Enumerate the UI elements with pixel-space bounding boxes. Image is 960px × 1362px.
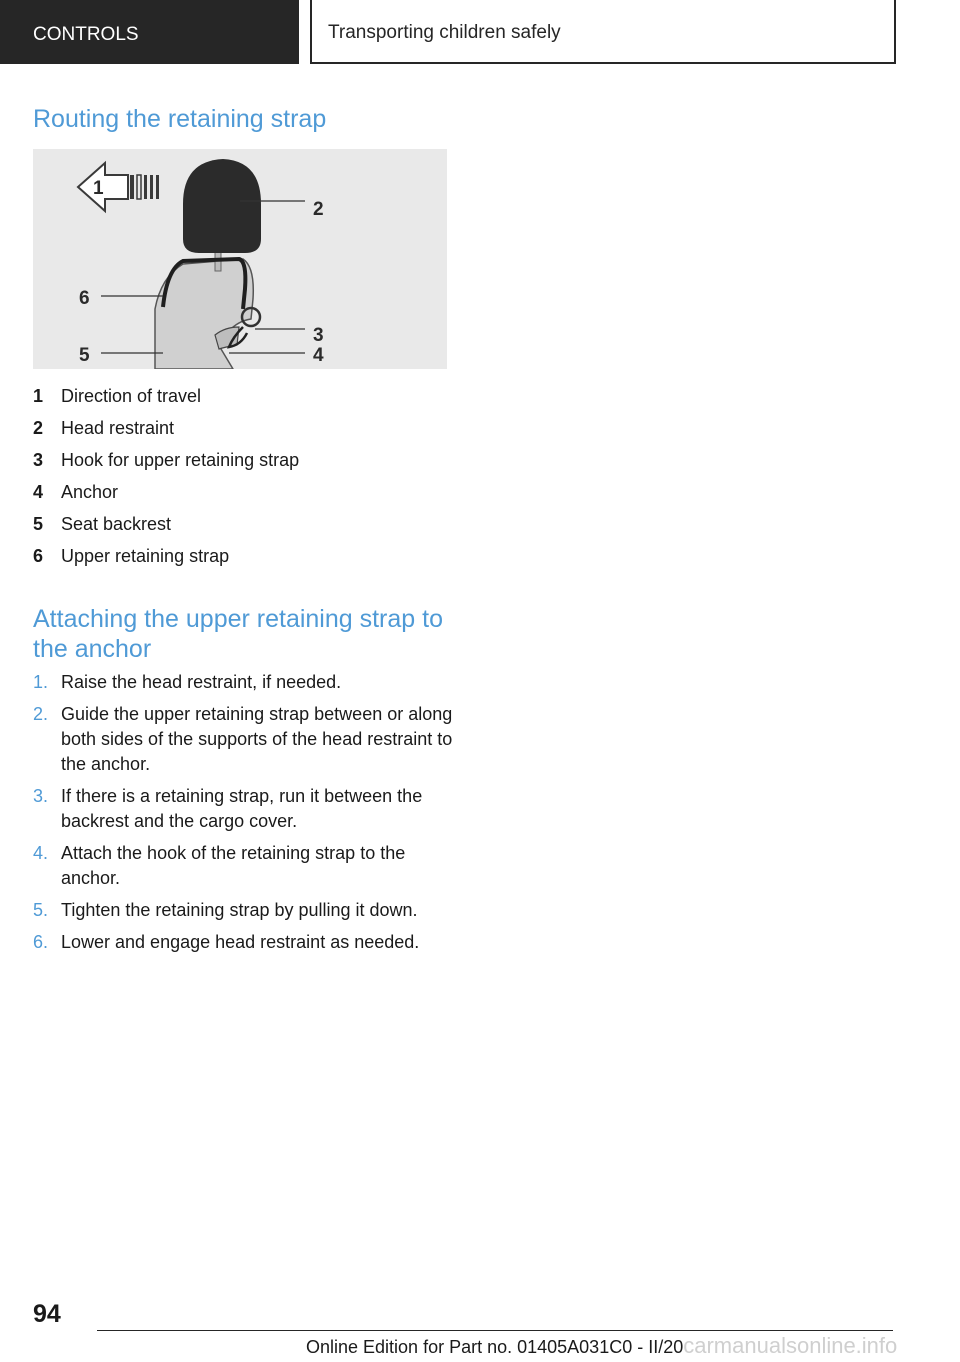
legend-item: [33, 508, 453, 540]
direction-arrow-icon: [78, 163, 159, 211]
step-number: 6.: [33, 932, 49, 952]
header-section-label: CONTROLS: [0, 0, 299, 64]
step-item: [33, 930, 453, 955]
legend-item: [33, 412, 453, 444]
legend-item: [33, 380, 453, 412]
step-text: Lower and engage head restraint as needed.: [61, 932, 420, 952]
figure-legend: [33, 380, 453, 572]
footer-edition: [306, 1333, 897, 1359]
callout-5: 5: [79, 345, 90, 366]
step-item: [33, 670, 453, 695]
legend-number: 6: [33, 545, 44, 566]
callout-1: 1: [93, 178, 104, 199]
legend-text: Direction of travel: [61, 385, 202, 406]
retaining-strap-illustration: [33, 149, 447, 369]
callout-4: 4: [313, 345, 324, 366]
header-chapter-title: Transporting children safely: [310, 0, 896, 64]
step-text: Raise the head restraint, if needed.: [61, 672, 342, 692]
step-item: [33, 702, 453, 777]
step-item: [33, 784, 453, 834]
head-restraint-shape: [183, 159, 261, 253]
section-title-routing: Routing the retaining strap: [33, 105, 327, 133]
legend-number: 5: [33, 513, 44, 534]
footer-divider: [97, 1330, 893, 1331]
step-item: [33, 898, 453, 923]
callout-6: 6: [79, 288, 90, 309]
step-number: 2.: [33, 704, 49, 724]
watermark-text: carmanualsonline.info: [683, 1333, 898, 1358]
step-number: 4.: [33, 843, 49, 863]
section-title-line2: the anchor: [33, 635, 152, 663]
callout-3: 3: [313, 325, 324, 346]
step-text: Tighten the retaining strap by pulling it down.: [61, 900, 418, 920]
legend-number: 4: [33, 481, 44, 502]
instruction-steps: [33, 670, 453, 962]
legend-text: Seat backrest: [61, 513, 172, 534]
legend-text: Head restraint: [61, 417, 175, 438]
section-title-attaching: [33, 604, 443, 664]
step-text: Guide the upper retaining strap between or along both sides of the supports of the head restraint to the anchor.: [61, 704, 453, 774]
legend-number: 3: [33, 449, 44, 470]
step-number: 5.: [33, 900, 49, 920]
legend-number: 1: [33, 385, 44, 406]
legend-item: [33, 540, 453, 572]
step-text: Attach the hook of the retaining strap to the anchor.: [61, 843, 406, 888]
legend-item: [33, 444, 453, 476]
step-item: [33, 841, 453, 891]
step-number: 1.: [33, 672, 49, 692]
legend-number: 2: [33, 417, 44, 438]
step-number: 3.: [33, 786, 49, 806]
edition-text: Online Edition for Part no. 01405A031C0 - II/20: [306, 1337, 684, 1357]
section-title-line1: Attaching the upper retaining strap to: [33, 605, 443, 633]
legend-text: Hook for upper retaining strap: [61, 449, 300, 470]
page-header: [0, 0, 960, 66]
step-text: If there is a retaining strap, run it between the backrest and the cargo cover.: [61, 786, 423, 831]
legend-text: Anchor: [61, 481, 119, 502]
legend-text: Upper retaining strap: [61, 545, 230, 566]
callout-2: 2: [313, 199, 324, 220]
legend-item: [33, 476, 453, 508]
headrest-diagram: [33, 149, 447, 369]
page-number: 94: [33, 1300, 61, 1328]
